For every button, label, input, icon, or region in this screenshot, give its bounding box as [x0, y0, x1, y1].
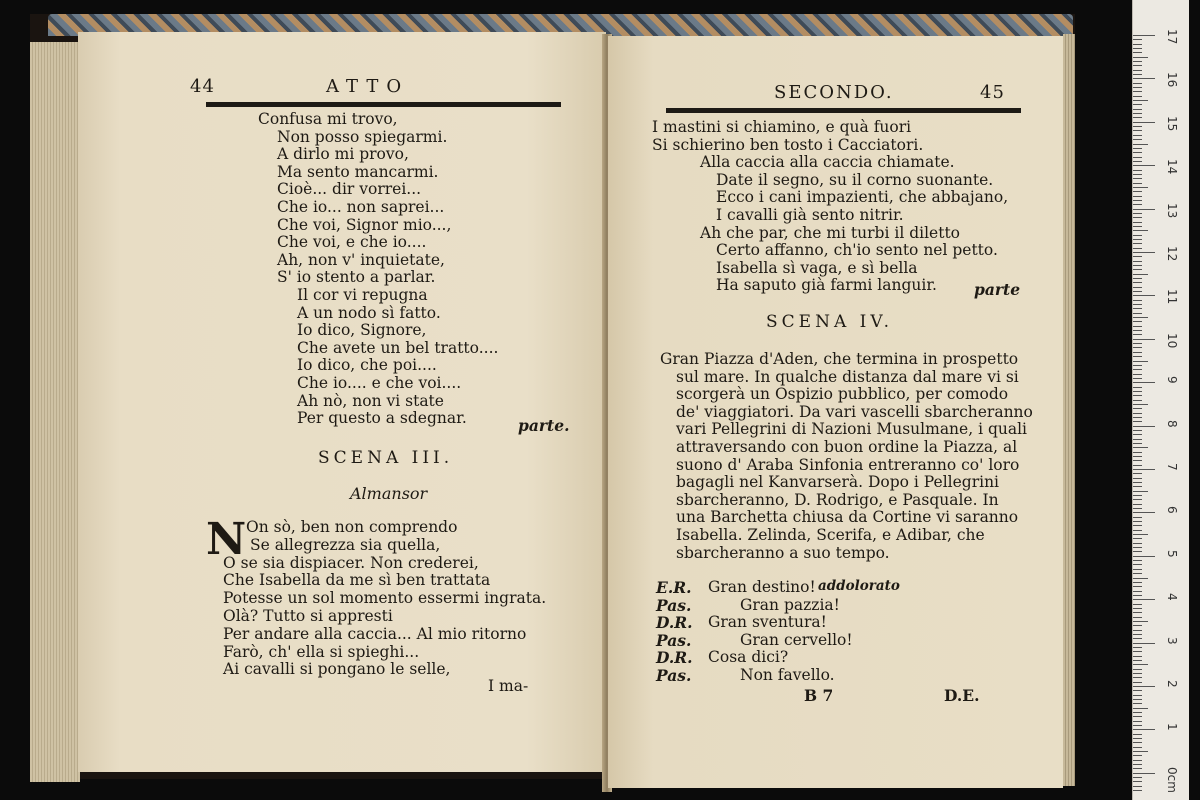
ruler-tick: [1133, 330, 1142, 331]
ruler-tick: [1133, 87, 1142, 88]
dialogue-text: Gran cervello!: [740, 630, 853, 649]
ruler-tick: [1133, 643, 1155, 644]
ruler-tick: [1133, 764, 1142, 765]
text-line: A dirlo mi provo,: [277, 145, 409, 164]
ruler-tick: [1133, 339, 1155, 340]
ruler-tick: [1133, 204, 1142, 205]
ruler-tick: [1133, 716, 1142, 717]
ruler-tick: [1133, 130, 1142, 131]
signature-mark: B 7: [804, 686, 834, 705]
page-number: 45: [980, 82, 1005, 103]
ruler-tick: [1133, 300, 1142, 301]
ruler-number: 16: [1165, 72, 1179, 88]
text-line: de' viaggiatori. Da vari vascelli sbarcheranno: [676, 402, 1033, 421]
ruler-tick: [1133, 664, 1148, 665]
ruler-tick: [1133, 235, 1142, 236]
ruler-tick: [1133, 586, 1142, 587]
dialogue-text: Gran sventura!: [708, 613, 827, 632]
ruler-tick: [1133, 48, 1142, 49]
ruler-tick: [1133, 768, 1142, 769]
ruler-number: 3: [1165, 636, 1179, 645]
text-line: Si schierino ben tosto i Cacciatori.: [652, 135, 924, 154]
dialogue-speaker: D.R.: [656, 613, 693, 633]
ruler-tick: [1133, 52, 1142, 53]
ruler-tick: [1133, 695, 1142, 696]
text-line: sbarcheranno a suo tempo.: [676, 543, 890, 562]
ruler-tick: [1133, 708, 1148, 709]
scene-heading: SCENA III.: [318, 448, 454, 468]
ruler-tick: [1133, 612, 1142, 613]
text-line: Se allegrezza sia quella,: [250, 535, 441, 554]
ruler-tick: [1133, 790, 1142, 791]
ruler-tick: [1133, 421, 1142, 422]
ruler-tick: [1133, 209, 1155, 210]
ruler-tick: [1133, 347, 1142, 348]
ruler-number: 17: [1165, 29, 1179, 45]
ruler-tick: [1133, 135, 1142, 136]
text-line: Che io... non saprei...: [277, 198, 445, 216]
ruler-tick: [1133, 551, 1142, 552]
text-line: Che Isabella da me sì ben trattata: [223, 571, 491, 590]
ruler-tick: [1133, 174, 1142, 175]
text-line: Isabella sì vaga, e sì bella: [716, 258, 918, 277]
ruler-tick: [1133, 126, 1142, 127]
ruler-number: 0cm: [1165, 766, 1179, 793]
text-line: Non posso spiegarmi.: [277, 127, 448, 146]
ruler-tick: [1133, 591, 1142, 592]
ruler-tick: [1133, 326, 1142, 327]
ruler-tick: [1133, 465, 1142, 466]
right-page: [608, 36, 1063, 788]
left-page: [78, 32, 606, 772]
text-line: I cavalli già sento nitrir.: [716, 206, 904, 224]
ruler-number: 4: [1165, 593, 1179, 601]
ruler-tick: [1133, 413, 1142, 414]
ruler-tick: [1133, 269, 1142, 270]
ruler-tick: [1133, 660, 1142, 661]
measurement-ruler: [1132, 0, 1189, 800]
text-line: Certo affanno, ch'io sento nel petto.: [716, 241, 998, 260]
ruler-number: 13: [1165, 202, 1179, 218]
ruler-tick: [1133, 460, 1142, 461]
ruler-number: 8: [1165, 419, 1179, 428]
text-line: Il cor vi repugna: [297, 286, 428, 304]
ruler-tick: [1133, 630, 1142, 631]
ruler-tick: [1133, 35, 1155, 36]
ruler-tick: [1133, 83, 1142, 84]
ruler-tick: [1133, 517, 1142, 518]
dialogue-speaker: Pas.: [656, 666, 692, 685]
ruler-tick: [1133, 512, 1155, 513]
text-line: Date il segno, su il corno suonante.: [716, 170, 994, 189]
ruler-tick: [1133, 478, 1142, 479]
ruler-tick: [1133, 786, 1142, 787]
ruler-tick: [1133, 699, 1142, 700]
text-line: Per questo a sdegnar.: [297, 409, 467, 428]
ruler-tick: [1133, 751, 1148, 752]
ruler-tick: [1133, 304, 1142, 305]
ruler-tick: [1133, 491, 1148, 492]
ruler-tick: [1133, 439, 1142, 440]
ruler-tick: [1133, 61, 1142, 62]
text-line: Ah che par, che mi turbi il diletto: [700, 223, 961, 242]
text-line: attraversando con buon ordine la Piazza, al: [676, 438, 1018, 456]
text-line: Farò, ch' ella si spieghi...: [223, 642, 420, 661]
ruler-tick: [1133, 738, 1142, 739]
ruler-number: 7: [1165, 463, 1179, 471]
ruler-tick: [1133, 291, 1142, 292]
ruler-tick: [1133, 673, 1142, 674]
ruler-tick: [1133, 369, 1142, 370]
text-line: vari Pellegrini di Nazioni Musulmane, i quali: [676, 420, 1028, 439]
text-line: sbarcheranno, D. Rodrigo, e Pasquale. In: [676, 490, 999, 509]
dialogue-speaker: E.R.: [656, 578, 692, 597]
ruler-tick: [1133, 504, 1142, 505]
ruler-tick: [1133, 656, 1142, 657]
ruler-tick: [1133, 200, 1142, 201]
ruler-tick: [1133, 313, 1142, 314]
dialogue-text: Non favello.: [740, 666, 835, 684]
ruler-tick: [1133, 252, 1155, 253]
text-line: Ah nò, non vi state: [297, 391, 444, 410]
speaker-name: Almansor: [350, 484, 428, 503]
ruler-number: 5: [1165, 549, 1179, 558]
ruler-tick: [1133, 287, 1142, 288]
ruler-tick: [1133, 374, 1142, 375]
ruler-tick: [1133, 434, 1142, 435]
text-line: Che voi, e che io....: [277, 233, 427, 252]
ruler-tick: [1133, 556, 1155, 557]
ruler-tick: [1133, 382, 1155, 383]
ruler-tick: [1133, 239, 1142, 240]
catchword: I ma-: [488, 677, 529, 695]
ruler-tick: [1133, 508, 1142, 509]
ruler-tick: [1133, 248, 1142, 249]
ruler-tick: [1133, 183, 1142, 184]
ruler-tick: [1133, 608, 1142, 609]
ruler-tick: [1133, 343, 1142, 344]
ruler-tick: [1133, 534, 1148, 535]
ruler-tick: [1133, 430, 1142, 431]
ruler-tick: [1133, 773, 1155, 774]
ruler-tick: [1133, 582, 1142, 583]
text-line: O se sia dispiacer. Non crederei,: [223, 553, 479, 572]
ruler-tick: [1133, 265, 1142, 266]
ruler-tick: [1133, 65, 1142, 66]
ruler-tick: [1133, 677, 1142, 678]
ruler-tick: [1133, 187, 1148, 188]
text-line: scorgerà un Ospizio pubblico, per comodo: [676, 385, 1009, 404]
text-line: Per andare alla caccia... Al mio ritorno: [223, 624, 527, 643]
ruler-tick: [1133, 109, 1142, 110]
ruler-tick: [1133, 91, 1142, 92]
exit-direction: parte: [974, 280, 1021, 299]
text-line: sul mare. In qualche distanza dal mare vi si: [676, 367, 1019, 386]
header-rule: [206, 102, 561, 107]
ruler-tick: [1133, 638, 1142, 639]
ruler-tick: [1133, 78, 1155, 79]
text-line: Alla caccia alla caccia chiamate.: [700, 153, 955, 172]
ruler-tick: [1133, 117, 1142, 118]
ruler-tick: [1133, 122, 1155, 123]
ruler-tick: [1133, 569, 1142, 570]
ruler-tick: [1133, 334, 1142, 335]
ruler-tick: [1133, 469, 1155, 470]
text-line: Che io.... e che voi....: [297, 374, 462, 392]
ruler-tick: [1133, 486, 1142, 487]
text-line: Ecco i cani impazienti, che abbajano,: [716, 188, 1009, 207]
ruler-tick: [1133, 261, 1142, 262]
page-edges-left: [30, 42, 80, 782]
ruler-tick: [1133, 521, 1142, 522]
ruler-tick: [1133, 578, 1148, 579]
ruler-tick: [1133, 39, 1142, 40]
ruler-tick: [1133, 712, 1142, 713]
text-line: Ah, non v' inquietate,: [277, 250, 445, 269]
ruler-tick: [1133, 690, 1142, 691]
text-line: Olà? Tutto si appresti: [223, 607, 393, 625]
ruler-tick: [1133, 669, 1142, 670]
ruler-tick: [1133, 104, 1142, 105]
ruler-tick: [1133, 152, 1142, 153]
ruler-tick: [1133, 495, 1142, 496]
ruler-tick: [1133, 686, 1155, 687]
ruler-number: 11: [1165, 289, 1179, 305]
ruler-tick: [1133, 113, 1142, 114]
ruler-tick: [1133, 321, 1142, 322]
ruler-number: 12: [1165, 246, 1179, 262]
ruler-tick: [1133, 525, 1142, 526]
ruler-tick: [1133, 278, 1142, 279]
ruler-tick: [1133, 387, 1142, 388]
ruler-number: 6: [1165, 506, 1179, 515]
ruler-tick: [1133, 256, 1142, 257]
drop-cap: N: [206, 514, 247, 565]
ruler-tick: [1133, 617, 1142, 618]
ruler-tick: [1133, 452, 1142, 453]
dialogue-text: Cosa dici?: [708, 648, 789, 667]
ruler-tick: [1133, 499, 1142, 500]
ruler-tick: [1133, 729, 1155, 730]
text-line: Io dico, Signore,: [297, 321, 427, 340]
ruler-tick: [1133, 564, 1142, 565]
ruler-number: 10: [1165, 332, 1179, 349]
ruler-tick: [1133, 161, 1142, 162]
ruler-number: 2: [1165, 680, 1179, 688]
ruler-tick: [1133, 625, 1142, 626]
catchword: D.E.: [944, 686, 980, 705]
ruler-tick: [1133, 191, 1142, 192]
ruler-tick: [1133, 178, 1142, 179]
ruler-tick: [1133, 599, 1155, 600]
ruler-number: 1: [1165, 723, 1179, 732]
scene-heading: SCENA IV.: [766, 312, 894, 332]
dialogue-speaker: Pas.: [656, 630, 692, 650]
ruler-tick: [1133, 282, 1142, 283]
header-rule: [666, 108, 1021, 113]
running-head: ATTO: [326, 76, 410, 97]
ruler-tick: [1133, 230, 1148, 231]
ruler-tick: [1133, 530, 1142, 531]
ruler-tick: [1133, 781, 1142, 782]
ruler-tick: [1133, 456, 1142, 457]
ruler-tick: [1133, 100, 1148, 101]
page-number: 44: [190, 76, 215, 97]
dialogue-text: Gran destino!: [708, 578, 816, 596]
ruler-tick: [1133, 742, 1142, 743]
text-line: Confusa mi trovo,: [258, 110, 398, 128]
text-line: Ha saputo già farmi languir.: [716, 276, 937, 295]
ruler-tick: [1133, 317, 1148, 318]
ruler-tick: [1133, 417, 1142, 418]
ruler-tick: [1133, 482, 1142, 483]
ruler-tick: [1133, 170, 1142, 171]
dialogue-text: Gran pazzia!: [740, 595, 840, 614]
ruler-tick: [1133, 777, 1142, 778]
ruler-number: 9: [1165, 376, 1179, 384]
text-line: bagagli nel Kanvarserà. Dopo i Pellegrini: [676, 473, 1000, 492]
ruler-number: 14: [1165, 159, 1179, 175]
ruler-tick: [1133, 295, 1155, 296]
ruler-tick: [1133, 308, 1142, 309]
ruler-tick: [1133, 222, 1142, 223]
ruler-tick: [1133, 361, 1148, 362]
text-line: Che voi, Signor mio...,: [277, 215, 452, 234]
ruler-tick: [1133, 391, 1142, 392]
running-head: SECONDO.: [774, 82, 894, 103]
ruler-tick: [1133, 96, 1142, 97]
ruler-tick: [1133, 755, 1142, 756]
open-book: [30, 14, 1075, 779]
ruler-tick: [1133, 226, 1142, 227]
ruler-tick: [1133, 404, 1148, 405]
ruler-tick: [1133, 165, 1155, 166]
text-line: Ai cavalli si pongano le selle,: [223, 660, 451, 679]
ruler-tick: [1133, 400, 1142, 401]
text-line: Gran Piazza d'Aden, che termina in prospetto: [660, 350, 1019, 368]
ruler-tick: [1133, 725, 1142, 726]
text-line: A un nodo sì fatto.: [297, 303, 441, 322]
ruler-tick: [1133, 547, 1142, 548]
ruler-number: 15: [1165, 115, 1179, 132]
text-line: Che avete un bel tratto....: [297, 338, 499, 357]
ruler-tick: [1133, 595, 1142, 596]
ruler-tick: [1133, 573, 1142, 574]
ruler-tick: [1133, 217, 1142, 218]
ruler-tick: [1133, 274, 1148, 275]
ruler-tick: [1133, 604, 1142, 605]
ruler-tick: [1133, 74, 1142, 75]
ruler-tick: [1133, 703, 1142, 704]
ruler-tick: [1133, 356, 1142, 357]
ruler-tick: [1133, 57, 1148, 58]
text-line: Cioè... dir vorrei...: [277, 180, 422, 199]
ruler-tick: [1133, 157, 1142, 158]
ruler-tick: [1133, 721, 1142, 722]
ruler-tick: [1133, 443, 1142, 444]
ruler-tick: [1133, 139, 1142, 140]
ruler-tick: [1133, 213, 1142, 214]
dialogue-speaker: Pas.: [656, 595, 692, 615]
ruler-tick: [1133, 682, 1142, 683]
ruler-tick: [1133, 365, 1142, 366]
ruler-tick: [1133, 543, 1142, 544]
exit-direction: parte.: [518, 416, 570, 435]
ruler-tick: [1133, 144, 1148, 145]
ruler-tick: [1133, 447, 1148, 448]
text-line: Isabella. Zelinda, Scerifa, e Adibar, che: [676, 526, 985, 544]
text-line: S' io stento a parlar.: [277, 268, 436, 287]
ruler-tick: [1133, 538, 1142, 539]
text-line: Potesse un sol momento essermi ingrata.: [223, 589, 547, 608]
ruler-tick: [1133, 560, 1142, 561]
ruler-tick: [1133, 647, 1142, 648]
dialogue-note: addolorato: [818, 578, 900, 594]
text-line: suono d' Araba Sinfonia entreranno co' loro: [676, 455, 1020, 474]
ruler-tick: [1133, 378, 1142, 379]
text-line: I mastini si chiamino, e quà fuori: [652, 118, 912, 136]
text-line: On sò, ben non comprendo: [246, 518, 458, 536]
ruler-tick: [1133, 473, 1142, 474]
page-edges-right: [1063, 34, 1075, 786]
ruler-tick: [1133, 243, 1142, 244]
text-line: una Barchetta chiusa da Cortine vi saranno: [676, 508, 1019, 527]
ruler-tick: [1133, 408, 1142, 409]
ruler-tick: [1133, 395, 1142, 396]
ruler-tick: [1133, 426, 1155, 427]
ruler-tick: [1133, 621, 1148, 622]
ruler-tick: [1133, 70, 1142, 71]
ruler-tick: [1133, 651, 1142, 652]
text-line: Ma sento mancarmi.: [277, 162, 439, 181]
ruler-tick: [1133, 760, 1142, 761]
ruler-tick: [1133, 44, 1142, 45]
ruler-tick: [1133, 352, 1142, 353]
ruler-tick: [1133, 148, 1142, 149]
ruler-tick: [1133, 747, 1142, 748]
ruler-tick: [1133, 734, 1142, 735]
text-line: Io dico, che poi....: [297, 356, 437, 375]
ruler-tick: [1133, 196, 1142, 197]
ruler-tick: [1133, 634, 1142, 635]
dialogue-speaker: D.R.: [656, 648, 693, 668]
